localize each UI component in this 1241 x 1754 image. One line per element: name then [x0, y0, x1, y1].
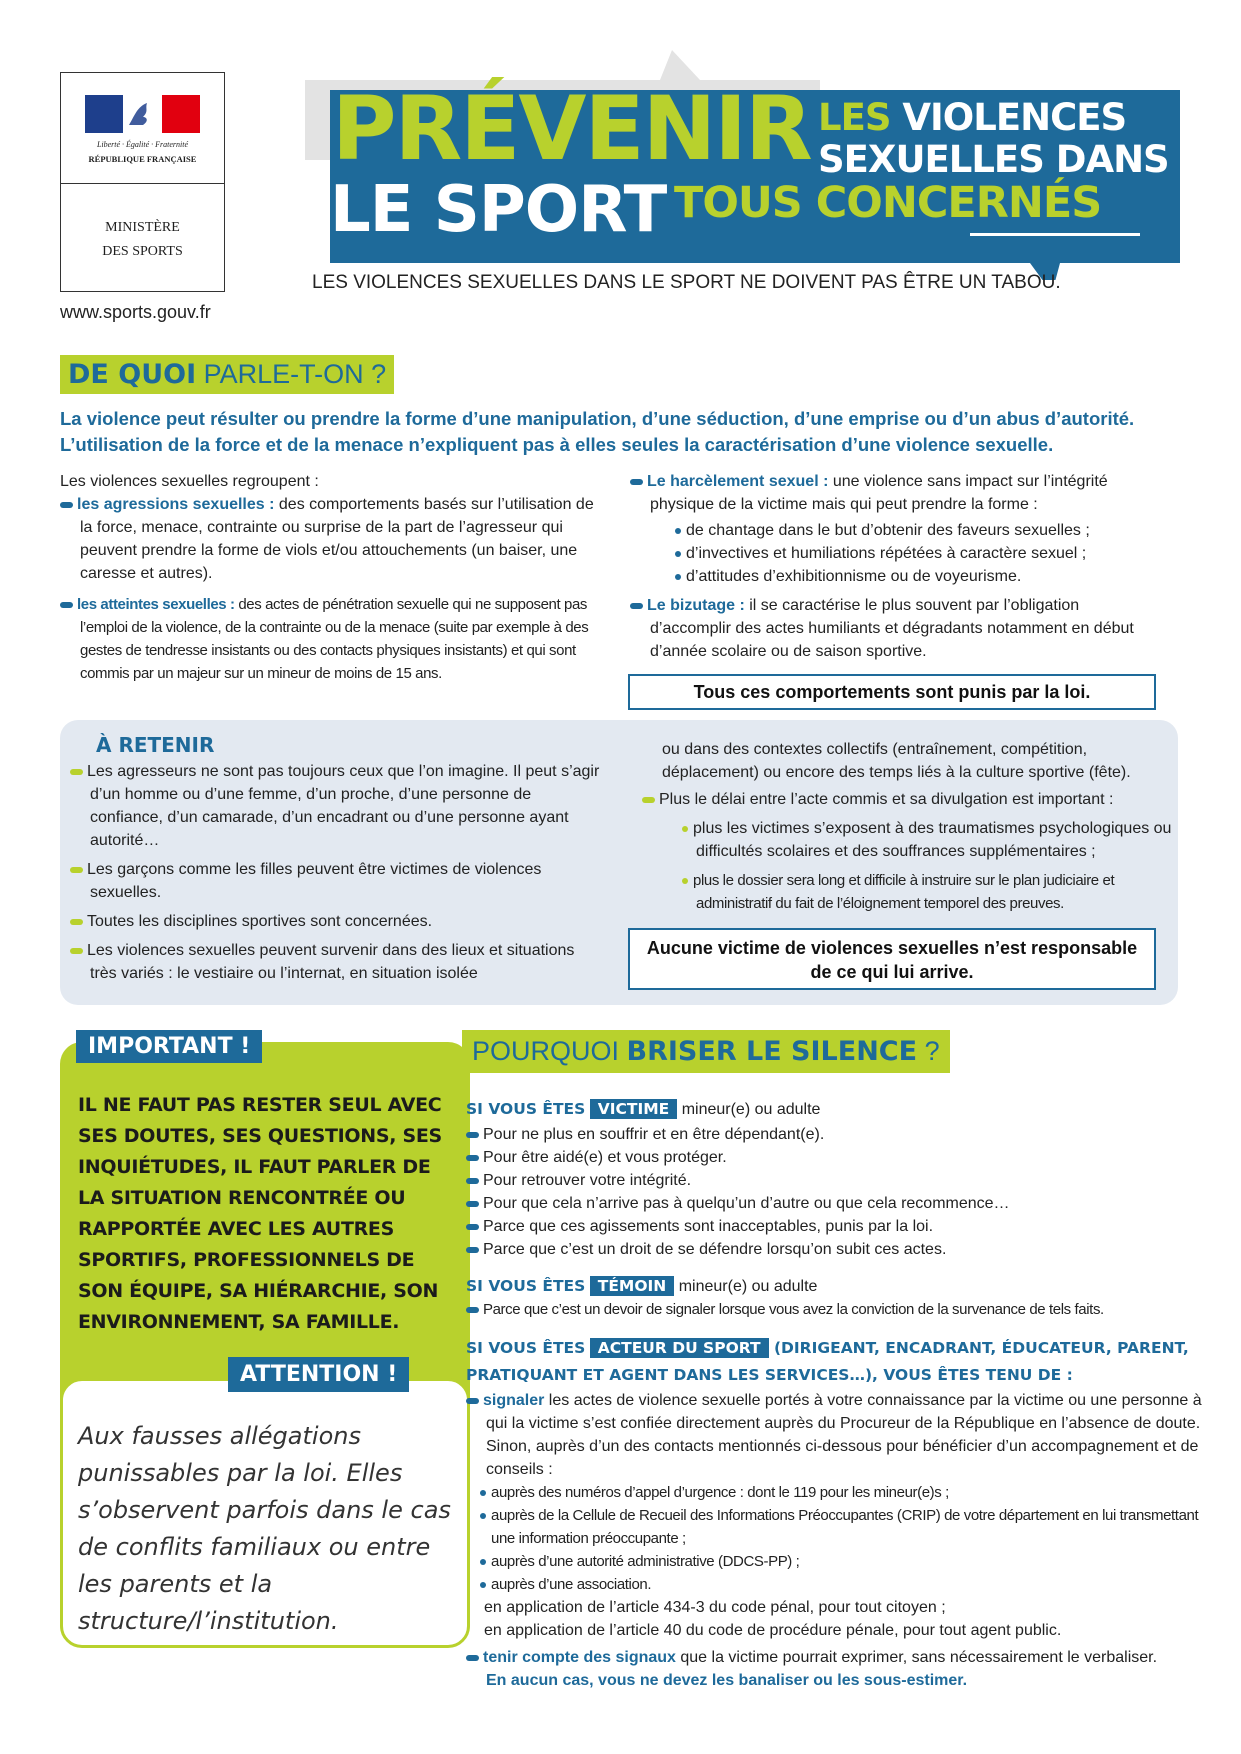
- acteur-heading: SI VOUS ÊTES ACTEUR DU SPORT (DIRIGEANT, ENCADRANT, ÉDUCATEUR, PARENT, PRATIQUANT ET AGENT DANS LES SERVICES…), VOUS ÊTES TENU DE :: [466, 1339, 1189, 1384]
- list-item-bizutage: Le bizutage : il se caractérise le plus souvent par l’obligation d’accomplir des actes humiliants et dégradants notamment en début d’année scolaire ou de saison sportive.: [630, 594, 1145, 663]
- bullet-bar-icon: [642, 797, 655, 803]
- right-column: [630, 470, 1145, 663]
- bullet-dot-icon: [480, 1559, 486, 1565]
- victime-heading: SI VOUS ÊTES VICTIME mineur(e) ou adulte: [466, 1100, 821, 1118]
- list-item: Pour être aidé(e) et vous protéger.: [466, 1146, 1206, 1169]
- bullet-bar-icon: [466, 1247, 479, 1253]
- list-item: Parce que ces agissements sont inacceptables, punis par la loi.: [466, 1215, 1206, 1238]
- list-item-tenir: tenir compte des signaux que la victime pourrait exprimer, sans nécessairement le verbaliser.: [466, 1646, 1206, 1669]
- bullet-bar-icon: [630, 479, 643, 485]
- list-item: Plus le délai entre l’acte commis et sa divulgation est important :: [642, 788, 1172, 811]
- aucune-callout: Aucune victime de violences sexuelles n’est responsable de ce qui lui arrive.: [628, 928, 1156, 990]
- bullet-dot-icon: [682, 878, 688, 884]
- bullet-bar-icon: [70, 867, 83, 873]
- list-item: Pour que cela n’arrive pas à quelqu’un d’autre ou que cela recommence…: [466, 1192, 1206, 1215]
- bullet-dot-icon: [480, 1513, 486, 1519]
- list-item-atteintes: les atteintes sexuelles : des actes de pénétration sexuelle qui ne supposent pas l’emploi de la violence, de la contrainte ou de la menace (suite par exemple à des gestes de tendresse insistants ou des contacts physiques insistants) et qui sont commis par un majeur sur un mineur de moins de 15 ans.: [60, 593, 600, 685]
- sub-item: plus le dossier sera long et difficile à instruire sur le plan judiciaire et administratif du fait de l’éloignement temporel des preuves.: [682, 869, 1172, 915]
- title-violences: LES VIOLENCES SEXUELLES DANS: [818, 96, 1169, 181]
- bullet-bar-icon: [466, 1132, 479, 1138]
- bullet-bar-icon: [466, 1178, 479, 1184]
- aucun-cas-text: En aucun cas, vous ne devez les banaliser ou les sous-estimer.: [486, 1672, 968, 1689]
- list-item: Les agresseurs ne sont pas toujours ceux que l’on imagine. Il peut s’agir d’un homme ou d’une femme, d’un proche, d’une personne de confiance, d’un camarade, d’un encadrant ou d’une personne ayant autorité…: [70, 760, 600, 852]
- harcelement-sublist: [630, 519, 1145, 588]
- pourquoi-content: SI VOUS ÊTES VICTIME mineur(e) ou adulte Pour ne plus en souffrir et en être dépendant(e). Pour être aidé(e) et vous protéger. Pour retrouver votre intégrité. Pour que cela n’arrive pas à quelqu’un d’autre ou que cela recommence… Parce que ces agissements sont inacceptables, punis par la loi. Parce que c’est un droit de se défendre lorsqu’on subit ces actes. SI VOUS ÊTES TÉMOIN mineur(e) ou adulte Parce que c’est un devoir de signaler lorsque vous avez la conviction de la survenance de tels faits. SI VOUS ÊTES ACTEUR DU SPORT (DIRIGEANT, ENCADRANT, ÉDUCATEUR, PARENT, PRATIQUANT ET AGENT DANS LES SERVICES…), VOUS ÊTES TENU DE : signaler les actes de violence sexuelle portés à votre connaissance par la victime ou une personne à qui la victime s’est confiée directement auprès du Procureur de la République en l’absence de doute. Sinon, auprès d’un des contacts mentionnés ci-dessous pour bénéficier d’un accompagnement et de conseils : auprès des numéros d’appel d’urgence : dont le 119 pour les mineur(e)s ; auprès de la Cellule de Recueil des Informations Préoccupantes (CRIP) de votre département en lui transmettant une information préoccupante ; auprès d’une autorité administrative (DDCS-PP) ; auprès d’une association. en application de l’article 434-3 du code pénal, pour tout citoyen ; en application de l’article 40 du code de procédure pénale, pour tout agent public. tenir compte des signaux que la victime pourrait exprimer, sans nécessairement le verbaliser. En aucun cas, vous ne devez les banaliser ou les sous-estimer.: [466, 1098, 1206, 1692]
- title-prevenir: PRÉVENIR: [332, 77, 811, 180]
- sub-item: d’attitudes d’exhibitionnisme ou de voyeurisme.: [675, 565, 1145, 588]
- attention-text: Aux fausses allégations punissables par la loi. Elles s’observent parfois dans le cas de conflits familiaux ou entre les parents et la structure/l’institution.: [78, 1422, 451, 1635]
- list-item: Pour retrouver votre intégrité.: [466, 1169, 1206, 1192]
- sub-item: de chantage dans le but d’obtenir des faveurs sexuelles ;: [675, 519, 1145, 542]
- temoin-heading: SI VOUS ÊTES TÉMOIN mineur(e) ou adulte: [466, 1277, 818, 1295]
- list-item: Les garçons comme les filles peuvent être victimes de violences sexuelles.: [70, 858, 600, 904]
- list-item: Pour ne plus en souffrir et en être dépendant(e).: [466, 1123, 1206, 1146]
- bullet-bar-icon: [466, 1655, 479, 1661]
- bullet-dot-icon: [480, 1582, 486, 1588]
- retenir-left-list: [70, 760, 600, 985]
- republic-motto: Liberté · Égalité · Fraternité: [96, 140, 189, 149]
- bullet-dot-icon: [675, 528, 681, 534]
- list-item-harcelement: Le harcèlement sexuel : une violence sans impact sur l’intégrité physique de la victime mais qui peut prendre la forme :: [630, 470, 1145, 516]
- logo-divider: [61, 183, 224, 184]
- retenir-right-list: ou dans des contextes collectifs (entraînement, compétition, déplacement) ou encore des temps liés à la culture sportive (fête). Plus le délai entre l’acte commis et sa divulgation est important : plus les victimes s’exposent à des traumatismes psychologiques ou difficultés scolaires et des souffrances supplémentaires ; plus le dossier sera long et difficile à instruire sur le plan judiciaire et administratif du fait de l’éloignement temporel des preuves.: [642, 738, 1172, 915]
- bullet-bar-icon: [466, 1307, 479, 1313]
- bullet-dot-icon: [675, 551, 681, 557]
- section-heading-pourquoi: POURQUOI BRISER LE SILENCE ?: [462, 1030, 950, 1073]
- bullet-bar-icon: [70, 919, 83, 925]
- victime-chip: VICTIME: [590, 1099, 678, 1119]
- temoin-chip: TÉMOIN: [590, 1276, 675, 1296]
- sub-item: plus les victimes s’exposent à des traumatismes psychologiques ou difficultés scolaires et des souffrances supplémentaires ;: [682, 817, 1172, 863]
- list-item: Les violences sexuelles peuvent survenir dans des lieux et situations très variés : le vestiaire ou l’internat, en situation isolée: [70, 939, 600, 985]
- list-item: Toutes les disciplines sportives sont concernées.: [70, 910, 600, 933]
- intro-text: La violence peut résulter ou prendre la forme d’une manipulation, d’une séduction, d’une emprise ou d’un abus d’autorité. L’utilisation de la force et de la menace n’expliquent pas à elles seules la caractérisation d’une violence sexuelle.: [60, 408, 1135, 455]
- attention-tag: ATTENTION !: [228, 1357, 409, 1392]
- bullet-bar-icon: [466, 1398, 479, 1404]
- ministry-name: MINISTÈRE DES SPORTS: [102, 220, 183, 259]
- list-item-signaler: signaler les actes de violence sexuelle portés à votre connaissance par la victime ou une personne à qui la victime s’est confiée directement auprès du Procureur de la République en l’absence de doute. Sinon, auprès d’un des contacts mentionnés ci-dessous pour bénéficier d’un accompagnement et de conseils :: [466, 1389, 1206, 1481]
- list-item: Parce que c’est un devoir de signaler lorsque vous avez la conviction de la survenance de tels faits.: [466, 1298, 1206, 1321]
- title-tous-concernes: TOUS CONCERNÉS: [674, 178, 1102, 228]
- sub-item: auprès d’une association.: [480, 1573, 1206, 1596]
- marianne-flag-icon: [85, 95, 200, 133]
- bullet-bar-icon: [466, 1155, 479, 1161]
- republic-name: RÉPUBLIQUE FRANÇAISE: [88, 154, 197, 164]
- acteur-chip: ACTEUR DU SPORT: [590, 1338, 769, 1358]
- bullet-bar-icon: [630, 603, 643, 609]
- tagline: LES VIOLENCES SEXUELLES DANS LE SPORT NE DOIVENT PAS ÊTRE UN TABOU.: [312, 272, 1061, 293]
- important-tag: IMPORTANT !: [76, 1030, 262, 1063]
- section-heading-de-quoi: DE QUOI PARLE-T-ON ?: [60, 355, 394, 394]
- bullet-bar-icon: [466, 1224, 479, 1230]
- bullet-bar-icon: [70, 769, 83, 775]
- ministry-logo: [60, 72, 225, 292]
- bullet-bar-icon: [466, 1201, 479, 1207]
- sub-item: auprès de la Cellule de Recueil des Informations Préoccupantes (CRIP) de votre département en lui transmettant une information préoccupante ;: [480, 1504, 1206, 1550]
- bullet-bar-icon: [70, 948, 83, 954]
- list-item-agressions: les agressions sexuelles : des comportements basés sur l’utilisation de la force, menace, contrainte ou surprise de la part de l’agresseur qui peuvent prendre la forme de viols et/ou attouchements (un baiser, une caresse et autres).: [60, 493, 600, 585]
- aupres-sublist: [466, 1481, 1206, 1596]
- sub-item: d’invectives et humiliations répétées à caractère sexuel ;: [675, 542, 1145, 565]
- bullet-dot-icon: [675, 574, 681, 580]
- list-item: Parce que c’est un droit de se défendre lorsqu’on subit ces actes.: [466, 1238, 1206, 1261]
- delai-sublist: [642, 817, 1172, 915]
- sub-item: auprès d’une autorité administrative (DDCS-PP) ;: [480, 1550, 1206, 1573]
- retenir-title: À RETENIR: [96, 733, 215, 757]
- punis-callout: Tous ces comportements sont punis par la loi.: [628, 674, 1156, 710]
- sub-item: auprès des numéros d’appel d’urgence : dont le 119 pour les mineur(e)s ;: [480, 1481, 1206, 1504]
- title-le-sport: LE SPORT: [330, 173, 667, 247]
- bullet-bar-icon: [60, 502, 73, 508]
- bullet-bar-icon: [60, 602, 73, 608]
- left-column: Les violences sexuelles regroupent : les agressions sexuelles : des comportements basés sur l’utilisation de la force, menace, contrainte ou surprise de la part de l’agresseur qui peuvent prendre la forme de viols et/ou attouchements (un baiser, une caresse et autres). les atteintes sexuelles : des actes de pénétration sexuelle qui ne supposent pas l’emploi de la violence, de la contrainte ou de la menace (suite par exemple à des gestes de tendresse insistants ou des contacts physiques insistants) et qui sont commis par un majeur sur un mineur de moins de 15 ans.: [60, 470, 600, 685]
- important-text: IL NE FAUT PAS RESTER SEUL AVEC SES DOUTES, SES QUESTIONS, SES INQUIÉTUDES, IL FAUT PARLER DE LA SITUATION RENCONTRÉE OU RAPPORTÉE AVEC LES AUTRES SPORTIFS, PROFESSIONNELS DE SON ÉQUIPE, SA HIÉRARCHIE, SON ENVIRONNEMENT, SA FAMILLE.: [78, 1094, 442, 1333]
- bullet-dot-icon: [480, 1490, 486, 1496]
- bullet-dot-icon: [682, 826, 688, 832]
- website-link[interactable]: www.sports.gouv.fr: [60, 302, 211, 322]
